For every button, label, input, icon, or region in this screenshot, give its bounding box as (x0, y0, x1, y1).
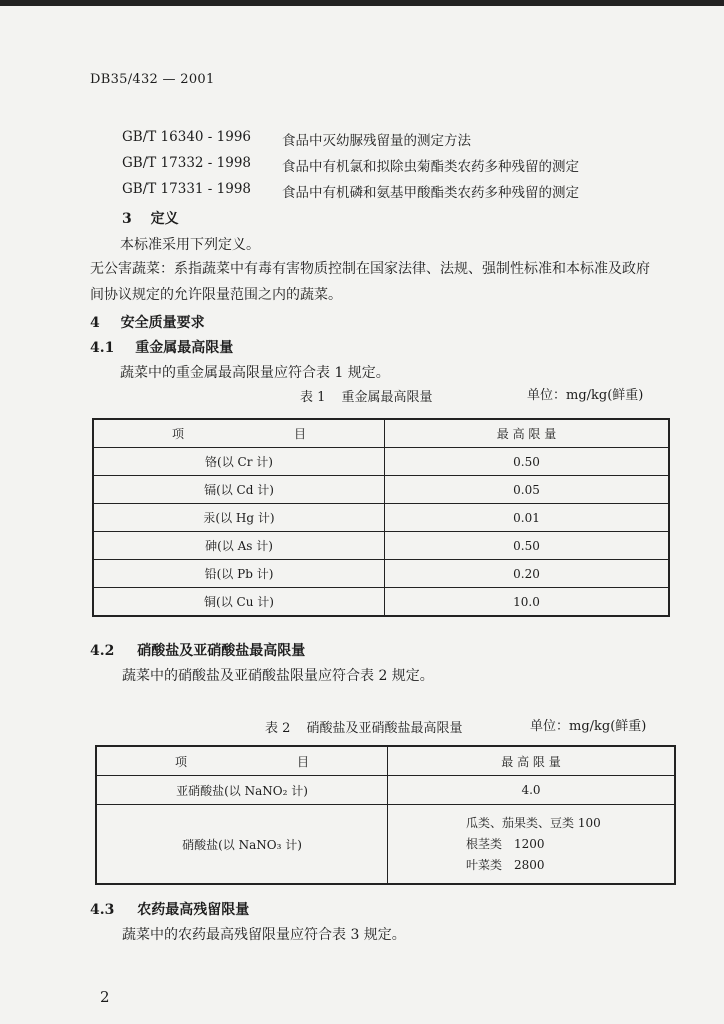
section-4-2-heading (90, 640, 305, 660)
standard-code: GB/T 16340 - 1996 (122, 129, 251, 145)
table-row (96, 805, 675, 885)
section-4-1-text: 蔬菜中的重金属最高限量应符合表 1 规定。 (120, 365, 390, 381)
section-4-3-heading (90, 899, 249, 919)
table-2-unit: 单位：mg/kg(鲜重) (530, 719, 647, 734)
header-text: 项 (174, 754, 187, 769)
table-1-caption (300, 386, 433, 405)
section-title: 定义 (150, 211, 179, 227)
limit-header: 最 高 限 量 (388, 746, 676, 776)
document-header: DB35/432 — 2001 (90, 72, 215, 87)
definition-line-2: 间协议规定的允许限量范围之内的蔬菜。 (90, 287, 342, 303)
section-3-heading (122, 208, 179, 228)
value-cell: 4.0 (388, 776, 676, 805)
section-title: 硝酸盐及亚硝酸盐最高限量 (137, 643, 306, 659)
standard-title: 食品中有机氯和拟除虫菊酯类农药多种残留的测定 (282, 159, 579, 175)
standard-code: GB/T 17332 - 1998 (122, 155, 251, 171)
standard-title: 食品中灭幼脲残留量的测定方法 (282, 133, 471, 149)
standard-reference (122, 155, 682, 173)
item-cell: 铜(以 Cu 计) (93, 588, 385, 617)
item-cell: 砷(以 As 计) (93, 532, 385, 560)
table-row (93, 448, 669, 476)
table-number: 表 2 (265, 721, 291, 736)
header-text: 目 (297, 754, 310, 769)
item-cell: 铬(以 Cr 计) (93, 448, 385, 476)
table-row (96, 776, 675, 805)
table-header-row (96, 746, 675, 776)
table-title: 重金属最高限量 (341, 390, 433, 405)
nitrate-limits-table (95, 745, 676, 885)
section-4-2-text: 蔬菜中的硝酸盐及亚硝酸盐限量应符合表 2 规定。 (122, 668, 434, 684)
table-1-unit: 单位：mg/kg(鲜重) (527, 388, 644, 403)
value-cell: 0.05 (385, 476, 670, 504)
heavy-metal-limits-table (92, 418, 670, 617)
value-line: 根茎类 1200 (466, 836, 545, 851)
table-title: 硝酸盐及亚硝酸盐最高限量 (306, 721, 463, 736)
section-number: 3 (122, 211, 132, 227)
limit-header: 最 高 限 量 (385, 419, 670, 448)
value-cell (388, 805, 676, 885)
item-cell: 镉(以 Cd 计) (93, 476, 385, 504)
table-header-row (93, 419, 669, 448)
table-row (93, 532, 669, 560)
item-cell: 亚硝酸盐(以 NaNO₂ 计) (96, 776, 388, 805)
scan-top-border (0, 0, 724, 6)
item-header (93, 419, 385, 448)
standard-reference (122, 181, 682, 199)
value-cell: 0.50 (385, 448, 670, 476)
item-cell: 硝酸盐(以 NaNO₃ 计) (96, 805, 388, 885)
header-text: 目 (294, 427, 307, 441)
section-3-intro: 本标准采用下列定义。 (120, 237, 260, 253)
page-number: 2 (100, 988, 110, 1006)
definition-line-1: 无公害蔬菜：系指蔬菜中有毒有害物质控制在国家法律、法规、强制性标准和本标准及政府 (90, 261, 650, 277)
section-number: 4.3 (90, 902, 115, 918)
table-row (93, 588, 669, 617)
section-number: 4.1 (90, 340, 115, 356)
item-header (96, 746, 388, 776)
table-row (93, 560, 669, 588)
value-cell: 0.50 (385, 532, 670, 560)
table-row (93, 504, 669, 532)
section-4-1-heading (90, 337, 233, 357)
header-text: 项 (171, 427, 184, 441)
standard-reference (122, 129, 682, 147)
value-cell: 0.01 (385, 504, 670, 532)
table-number: 表 1 (300, 390, 326, 405)
value-line: 瓜类、茄果类、豆类 100 (466, 815, 601, 830)
value-cell: 0.20 (385, 560, 670, 588)
section-title: 农药最高残留限量 (137, 902, 250, 918)
standard-code: GB/T 17331 - 1998 (122, 181, 251, 197)
section-number: 4.2 (90, 643, 115, 659)
section-4-3-text: 蔬菜中的农药最高残留限量应符合表 3 规定。 (122, 927, 406, 943)
standard-title: 食品中有机磷和氨基甲酸酯类农药多种残留的测定 (282, 185, 579, 201)
item-cell: 铅(以 Pb 计) (93, 560, 385, 588)
value-line: 叶菜类 2800 (466, 857, 545, 872)
section-4-heading (90, 312, 205, 332)
section-title: 重金属最高限量 (135, 340, 234, 356)
section-title: 安全质量要求 (120, 315, 205, 331)
item-cell: 汞(以 Hg 计) (93, 504, 385, 532)
section-number: 4 (90, 315, 100, 331)
table-row (93, 476, 669, 504)
value-cell: 10.0 (385, 588, 670, 617)
table-2-caption (265, 717, 463, 736)
